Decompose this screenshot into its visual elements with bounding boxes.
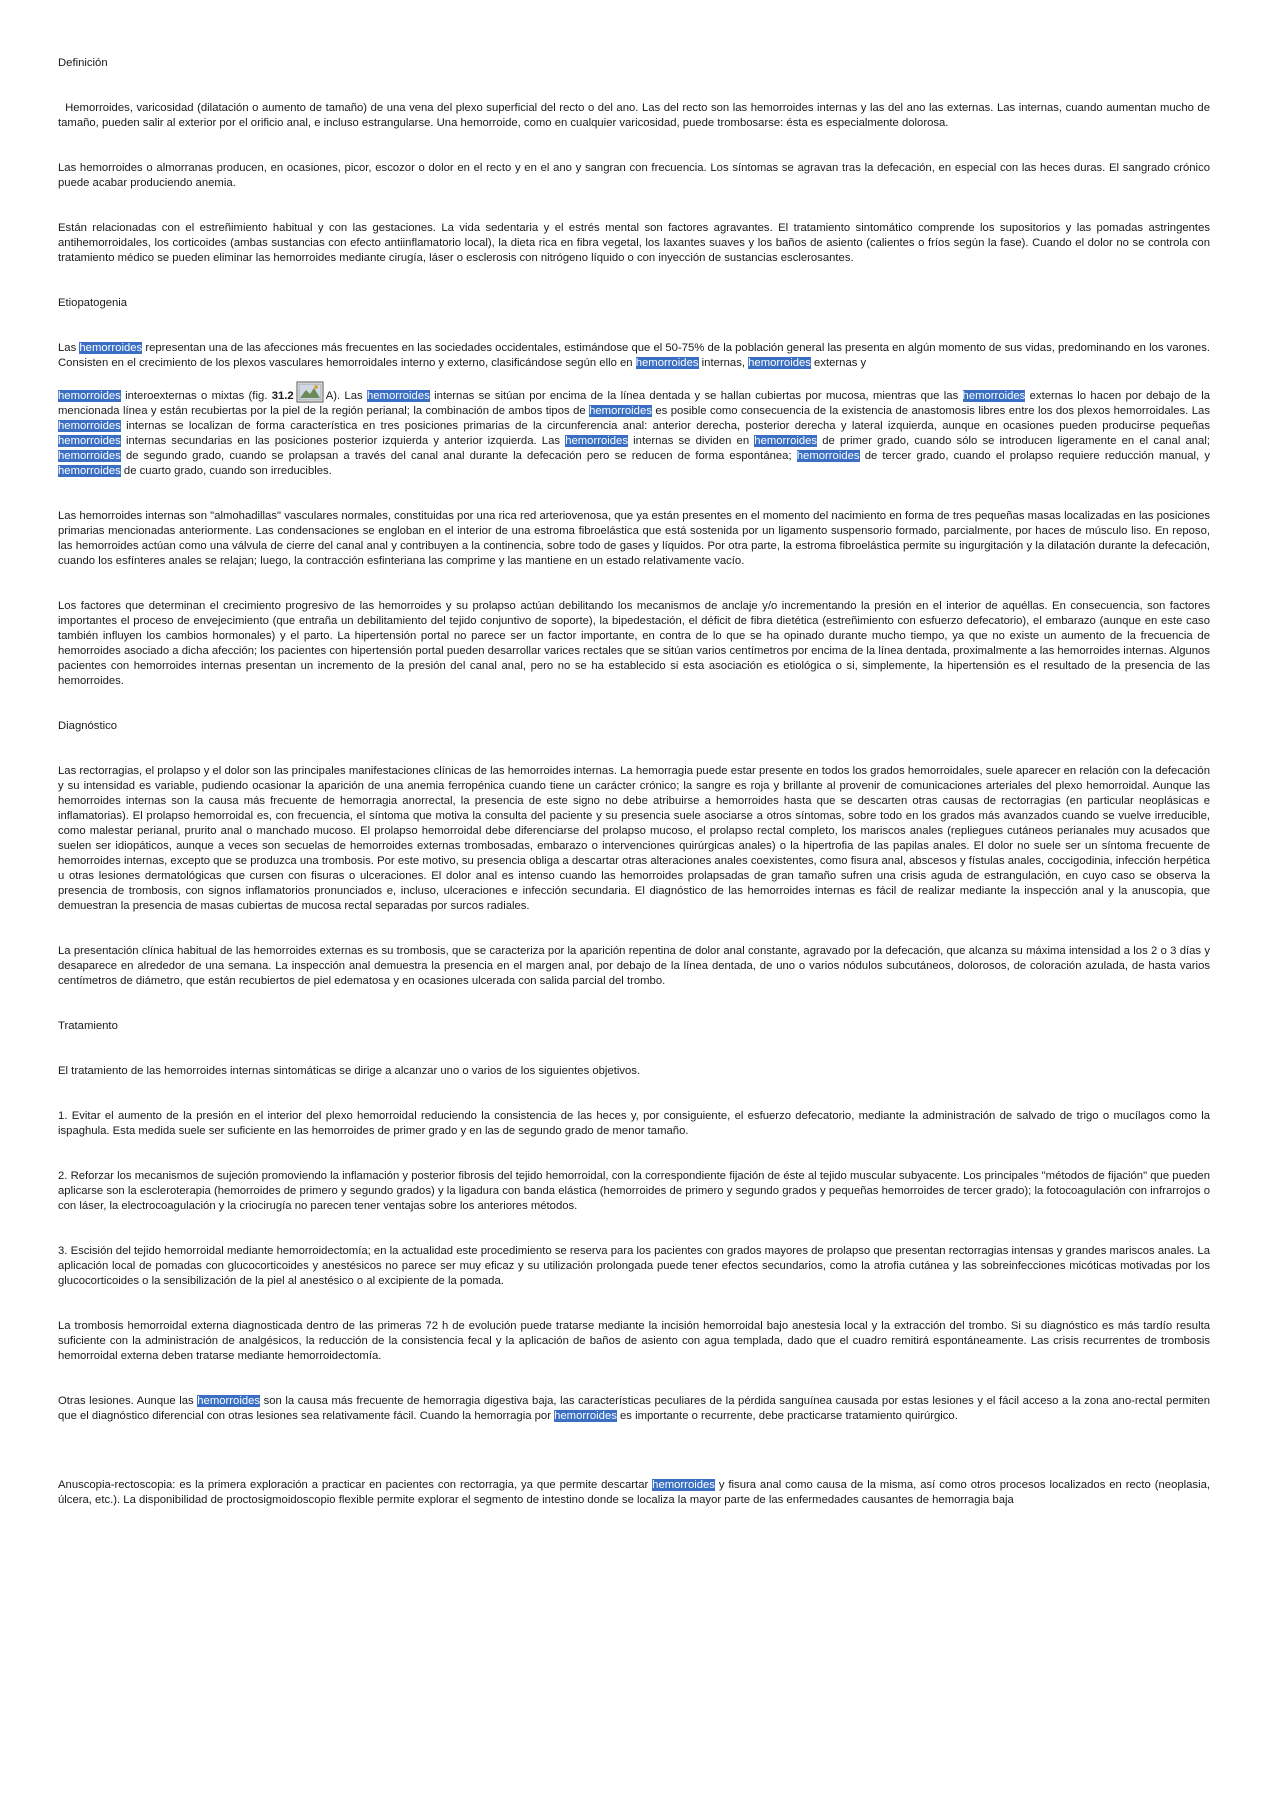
text-run: de primer grado, cuando sólo se introducen ligeramente en el canal anal; — [817, 435, 1210, 447]
etiopatogenia-paragraph-3: Las hemorroides internas son "almohadillas" vasculares normales, constituidas por una rica red arteriovenosa, que ya están presentes en el momento del nacimiento en forma de tres pequeñas masas localizadas en las posiciones primarias mencionadas anteriormente. Las condensaciones se engloban en el interior de una estroma fibroelástica que está sostenida por un ligamento suspensorio formado, parcialmente, por haces de músculo liso. En reposo, las hemorroides actúan como una válvula de cierre del canal anal y contribuyen a la continencia, sobre todo de gases y líquidos. Por otra parte, la estroma fibroelástica permite su ingurgitación y la dilatación durante la defecación, cuando los esfínteres anales se relajan; luego, la contracción esfinteriana las comprime y las mantiene en un estado relativamente vacío. — [58, 510, 1210, 567]
text-run: Anuscopia-rectoscopia: es la primera exploración a practicar en pacientes con rectorragia, ya que permite descartar — [58, 1479, 653, 1491]
heading-definicion: Definición — [58, 57, 108, 69]
definicion-paragraph-2: Las hemorroides o almorranas producen, en ocasiones, picor, escozor o dolor en el recto y en el ano y sangran con frecuencia. Los síntomas se agravan tras la defecación, en especial con las heces duras. El sangrado crónico puede acabar produciendo anemia. — [58, 162, 1210, 189]
heading-tratamiento: Tratamiento — [58, 1020, 118, 1032]
search-highlight: hemorroides — [962, 390, 1026, 402]
search-highlight: hemorroides — [652, 1479, 715, 1491]
text-run: Las — [58, 342, 80, 354]
search-highlight: hemorroides — [554, 1410, 617, 1422]
figure-thumbnail-icon[interactable] — [296, 381, 324, 403]
tratamiento-paragraph-1: El tratamiento de las hemorroides internas sintomáticas se dirige a alcanzar uno o varios de los siguientes objetivos. — [58, 1065, 641, 1077]
text-run: y fisura anal como causa de la misma, así como otros procesos localizados en recto (neoplasia, úlcera, etc.). La disponibilidad de proctosigmoidoscopio flexible permite explorar el segmento de intestino donde se localiza la mayor parte de las enfermedades causantes de hemorragia baja — [58, 1479, 1211, 1506]
search-highlight: hemorroides — [58, 465, 121, 477]
etiopatogenia-paragraph-2 — [58, 381, 1210, 479]
tratamiento-paragraph-4: 3. Escisión del tejido hemorroidal mediante hemorroidectomía; en la actualidad este procedimiento se reserva para los pacientes con grados mayores de prolapso que presentan rectorragias intensas y grandes mariscos anales. La aplicación local de pomadas con glucocorticoides y anestésicos no parece ser muy eficaz y su utilización prolongada puede tener efectos secundarios, como la atrofia cutánea y las sobreinfecciones micóticas motivadas por los glucocorticoides o la sensibilización de la piel al anestésico o al excipiente de la pomada. — [58, 1245, 1210, 1287]
tratamiento-paragraph-3: 2. Reforzar los mecanismos de sujeción promoviendo la inflamación y posterior fibrosis del tejido hemorroidal, con la correspondiente fijación de éste al tejido muscular subyacente. Los principales "métodos de fijación" que pueden aplicarse son la escleroterapia (hemorroides de primero y segundo grados) y la ligadura con banda elástica (hemorroides de primero y segundo grados y pequeñas hemorroides de tercer grado); la fotocoagulación con infrarrojos o con láser, la electrocoagulación y la criocirugía no parecen tener ventajas sobre los anteriores métodos. — [58, 1170, 1210, 1212]
anuscopia-paragraph — [58, 1478, 1210, 1508]
text-run: internas se sitúan por encima de la línea dentada y se hallan cubiertas por mucosa, mientras que las — [429, 390, 963, 402]
text-run: internas, — [698, 357, 749, 369]
heading-diagnostico: Diagnóstico — [58, 720, 118, 732]
search-highlight: hemorroides — [754, 435, 818, 447]
text-run: de tercer grado, cuando el prolapso requiere reducción manual, y — [859, 450, 1210, 462]
search-highlight: hemorroides — [589, 405, 652, 417]
search-highlight: hemorroides — [565, 435, 628, 447]
otras-lesiones-paragraph — [58, 1394, 1210, 1424]
text-run: son la causa más frecuente de hemorragia digestiva baja, las características peculiares de la pérdida sanguínea causada por estas lesiones y el fácil acceso a la zona ano-rectal permiten que el diagnóstico diferencial con otras lesiones sea relativamente fácil. Cuando la hemorragia por — [58, 1395, 1211, 1422]
definicion-paragraph-1: Hemorroides, varicosidad (dilatación o aumento de tamaño) de una vena del plexo superficial del recto o del ano. Las del recto son las hemorroides internas y las del ano las externas. Las internas, cuando aumentan mucho de tamaño, pueden salir al exterior por el orificio anal, e incluso estrangularse. Una hemorroide, como en cualquier varicosidad, puede trombosarse: ésta es especialmente dolorosa. — [58, 102, 1214, 129]
search-highlight: hemorroides — [58, 390, 121, 402]
search-highlight: hemorroides — [79, 342, 143, 354]
search-highlight: hemorroides — [58, 450, 121, 462]
text-run: de cuarto grado, cuando son irreducibles. — [120, 465, 332, 477]
document-page — [58, 56, 1214, 1538]
text-run: internas se dividen en — [627, 435, 755, 447]
etiopatogenia-paragraph-1 — [58, 341, 1210, 371]
text-run: es posible como consecuencia de la existencia de anastomosis libres entre los dos plexos hemorroidales. Las — [651, 405, 1210, 417]
text-run: Otras lesiones. Aunque las — [58, 1395, 198, 1407]
tratamiento-paragraph-2: 1. Evitar el aumento de la presión en el interior del plexo hemorroidal reduciendo la consistencia de las heces y, por consiguiente, el esfuerzo defecatorio, mediante la administración de salvado de trigo o mucílagos como la ispaghula. Esta medida suele ser suficiente en las hemorroides de primer grado y en las de segundo grado de menor tamaño. — [58, 1110, 1210, 1137]
text-run: interoexternas o mixtas (fig. — [120, 390, 272, 402]
search-highlight: hemorroides — [197, 1395, 261, 1407]
search-highlight: hemorroides — [748, 357, 811, 369]
search-highlight: hemorroides — [635, 357, 699, 369]
search-highlight: hemorroides — [796, 450, 860, 462]
figure-reference[interactable]: 31.2 — [271, 390, 294, 402]
text-run: A). Las — [325, 390, 367, 402]
text-run: externas lo hacen por debajo de la mencionada línea y están recubiertas por la piel de la región perianal; la combinación de ambos tipos de — [58, 390, 1210, 417]
heading-etiopatogenia: Etiopatogenia — [58, 297, 128, 309]
text-run: representan una de las afecciones más frecuentes en las sociedades occidentales, estimándose que el 50-75% de la población general las presenta en algún momento de sus vidas, predominando en los varones. Consisten en el crecimiento de los plexos vasculares hemorroidales interno y externo, clasificándose según ello en — [58, 342, 1210, 369]
search-highlight: hemorroides — [58, 420, 121, 432]
diagnostico-paragraph-2: La presentación clínica habitual de las hemorroides externas es su trombosis, que se caracteriza por la aparición repentina de dolor anal constante, agravado por la defecación, que alcanza su máxima intensidad a los 2 o 3 días y desaparece en alrededor de una semana. La inspección anal demuestra la presencia en el margen anal, por debajo de la línea dentada, de uno o varios nódulos subcutáneos, dolorosos, de coloración azulada, de hasta varios centímetros de diámetro, que están recubiertos de piel edematosa y en ocasiones ulcerada con salida parcial del trombo. — [58, 945, 1210, 987]
text-run: internas secundarias en las posiciones posterior izquierda y anterior izquierda. Las — [120, 435, 566, 447]
text-run: internas se localizan de forma característica en tres posiciones primarias de la circunferencia anal: anterior derecha, posterior derecha y lateral izquierda, aunque en ocasiones pueden producirse pequeñas — [120, 420, 1210, 432]
spacer — [58, 1454, 1210, 1478]
text-run: externas y — [810, 357, 867, 369]
search-highlight: hemorroides — [366, 390, 430, 402]
etiopatogenia-paragraph-4: Los factores que determinan el crecimiento progresivo de las hemorroides y su prolapso actúan debilitando los mecanismos de anclaje y/o incrementando la presión en el interior de aquéllas. En consecuencia, son factores importantes el proceso de envejecimiento (que entraña un debilitamiento del tejido conjuntivo de soporte), la bipedestación, el déficit de fibra dietética (estreñimiento con esfuerzo defecatorio), el embarazo (aunque en este caso también influyen los cambios hormonales) y el parto. La hipertensión portal no parece ser un factor importante, en contra de lo que se ha opinado durante mucho tiempo, ya que no existe un aumento de la frecuencia de hemorroides asociado a dicha afección; los pacientes con hipertensión portal pueden desarrollar varices rectales que se sitúan varios centímetros por encima de la línea dentada, proximalmente a las hemorroides internas. Algunos pacientes con hemorroides internas presentan un incremento de la presión del canal anal, pero no se ha establecido si esta asociación es etiológica o si, simplemente, la hipertensión es el resultado de la presencia de las hemorroides. — [58, 600, 1210, 687]
diagnostico-paragraph-1: Las rectorragias, el prolapso y el dolor son las principales manifestaciones clínicas de las hemorroides internas. La hemorragia puede estar presente en todos los grados hemorroidales, suele aparecer en relación con la defecación y su intensidad es variable, pudiendo ocasionar la aparición de una anemia ferropénica cuando tiene un carácter crónico; la sangre es roja y brillante al provenir de comunicaciones arteriales del plexo hemorroidal. Aunque las hemorroides internas son la causa más frecuente de hemorragia anorrectal, la presencia de este signo no debe atribuirse a hemorroides hasta que se descarten otras causas de rectorragias (en particular neoplásicas e inflamatorias). El prolapso hemorroidal es, con frecuencia, el síntoma que motiva la consulta del paciente y su presencia suele asociarse a otros síntomas, sobre todo en los grados más avanzados cuando se vuelve irreducible, como malestar perianal, prurito anal o manchado mucoso. El prolapso hemorroidal debe diferenciarse del prolapso mucoso, el prolapso rectal completo, los mariscos anales (repliegues cutáneos perianales muy acusados que suelen ser idiopáticos, aunque a veces son secuelas de hemorroides externas trombosadas, embarazo o intervenciones quirúrgicas anales) o la hipertrofia de las papilas anales. El dolor no suele ser un síntoma frecuente de hemorroides internas, excepto que se produzca una trombosis. Por este motivo, su presencia obliga a descartar otras alteraciones anales coexistentes, como fisura anal, abscesos y fístulas anales, coccigodinia, infección herpética u otras lesiones dermatológicas que cursen con fisuras o ulceraciones. El dolor anal es intenso cuando las hemorroides prolapsadas de gran tamaño sufren una crisis aguda de estrangulación, en cuyo caso se observa la presencia de trombosis, con signos inflamatorios pronunciados e, incluso, ulceraciones e infección secundaria. El diagnóstico de las hemorroides internas es fácil de realizar mediante la inspección anal y la anuscopia, que demuestran la presencia de masas cubiertas de mucosa rectal separadas por surcos radiales. — [58, 765, 1210, 912]
tratamiento-paragraph-5: La trombosis hemorroidal externa diagnosticada dentro de las primeras 72 h de evolución puede tratarse mediante la incisión hemorroidal bajo anestesia local y la extracción del trombo. Si su diagnóstico es más tardío resulta suficiente con la administración de analgésicos, la reducción de la consistencia fecal y la aplicación de baños de asiento con agua templada, dado que el cuadro remitirá espontáneamente. Las crisis recurrentes de trombosis hemorroidal externa deben tratarse mediante hemorroidectomía. — [58, 1320, 1210, 1362]
search-highlight: hemorroides — [58, 435, 121, 447]
definicion-paragraph-3: Están relacionadas con el estreñimiento habitual y con las gestaciones. La vida sedentaria y el estrés mental son factores agravantes. El tratamiento sintomático comprende los supositorios y las pomadas astringentes antihemorroidales, los corticoides (ambas sustancias con efecto antiinflamatorio local), la dieta rica en fibra vegetal, los laxantes suaves y los baños de asiento (calientes o fríos según la fase). Cuando el dolor no se controla con tratamiento médico se pueden eliminar las hemorroides mediante cirugía, láser o esclerosis con nitrógeno líquido o con inyección de sustancias esclerosantes. — [58, 222, 1210, 264]
text-run: de segundo grado, cuando se prolapsan a través del canal anal durante la defecación pero se reducen de forma espontánea; — [120, 450, 797, 462]
text-run: es importante o recurrente, debe practicarse tratamiento quirúrgico. — [616, 1410, 958, 1422]
